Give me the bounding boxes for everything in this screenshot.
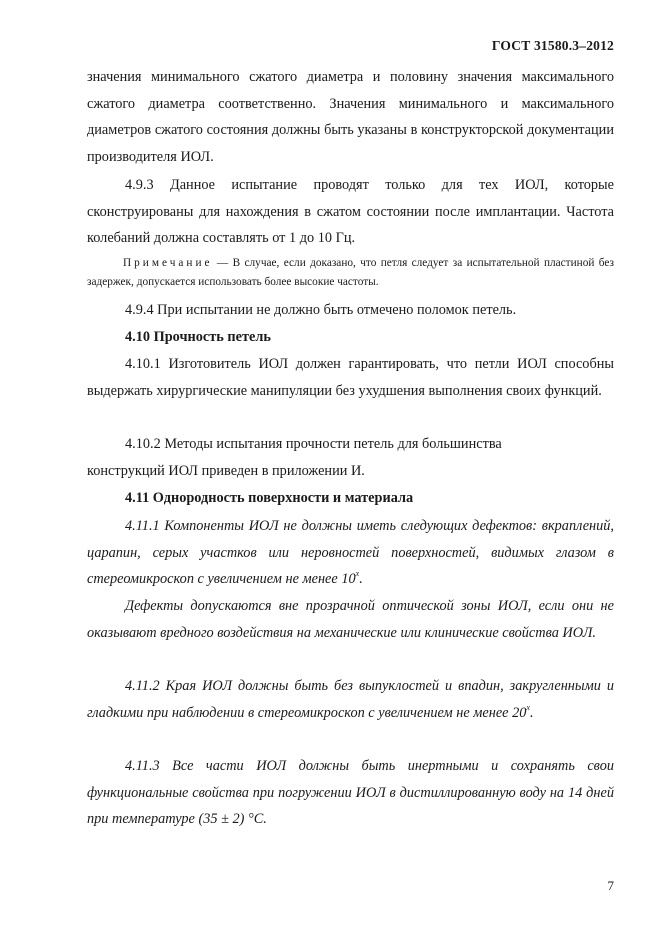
magnification-superscript: х [526, 702, 530, 712]
magnification-superscript: х [355, 569, 360, 578]
paragraph-4-11-2-end: . [529, 704, 534, 721]
note-label: Примечание [123, 257, 213, 269]
paragraph-4-11-1 [87, 513, 614, 593]
paragraph-4-11-1-text: 4.11.1 Компоненты ИОЛ не должны иметь следующих дефектов: вкраплений, царапин, серых участков или неровностей поверхностей, видимых глазом в стереомикроскоп с увеличением не менее 10 [87, 518, 614, 587]
document-code-header: ГОСТ 31580.3–2012 [491, 38, 614, 53]
paragraph-4-10-2-line2: конструкций ИОЛ приведен в приложении И. [87, 463, 365, 479]
paragraph-4-11-3: 4.11.3 Все части ИОЛ должны быть инертными и сохранять свои функциональные свойства при погружении ИОЛ в дистиллированную воду на 14 дней при температуре (35 ± 2) °С. [87, 758, 614, 827]
paragraph-4-10-2-line1: 4.10.2 Методы испытания прочности петель для большинства [125, 436, 502, 452]
paragraph-4-9-3: 4.9.3 Данное испытание проводят только для тех ИОЛ, которые сконструированы для нахождения в сжатом состоянии после имплантации. Частота колебаний должна составлять от 1 до 10 Гц. [87, 177, 614, 246]
paragraph-4-9-4: 4.9.4 При испытании не должно быть отмечено поломок петель. [125, 302, 517, 318]
note-text: — В случае, если доказано, что петля следует за испытательной пластиной без задержек, допускается использовать более высокие частоты. [87, 257, 614, 288]
heading-4-11: 4.11 Однородность поверхности и материала [125, 490, 414, 506]
paragraph-4-11-1-end: . [359, 571, 363, 587]
paragraph-continuation: значения минимального сжатого диаметра и половину значения максимального сжатого диаметра соответственно. Значения минимального и максимального диаметров сжатого состояния должны быть указаны в конструкторской документации производителя ИОЛ. [87, 69, 614, 165]
note [87, 254, 614, 292]
paragraph-4-10-1: 4.10.1 Изготовитель ИОЛ должен гарантировать, что петли ИОЛ способны выдержать хирургические манипуляции без ухудшения выполнения своих функций. [87, 356, 614, 399]
paragraph-defects: Дефекты допускаются вне прозрачной оптической зоны ИОЛ, если они не оказывают вредного воздействия на механические или клинические свойства ИОЛ. [87, 598, 614, 641]
paragraph-4-11-2 [87, 673, 614, 726]
heading-4-10: 4.10 Прочность петель [125, 329, 271, 345]
paragraph-4-11-2-text: 4.11.2 Края ИОЛ должны быть без выпуклостей и впадин, закругленными и гладкими при наблюдении в стереомикроскоп с увеличением не менее 20 [87, 678, 614, 721]
page-number: 7 [607, 878, 614, 893]
